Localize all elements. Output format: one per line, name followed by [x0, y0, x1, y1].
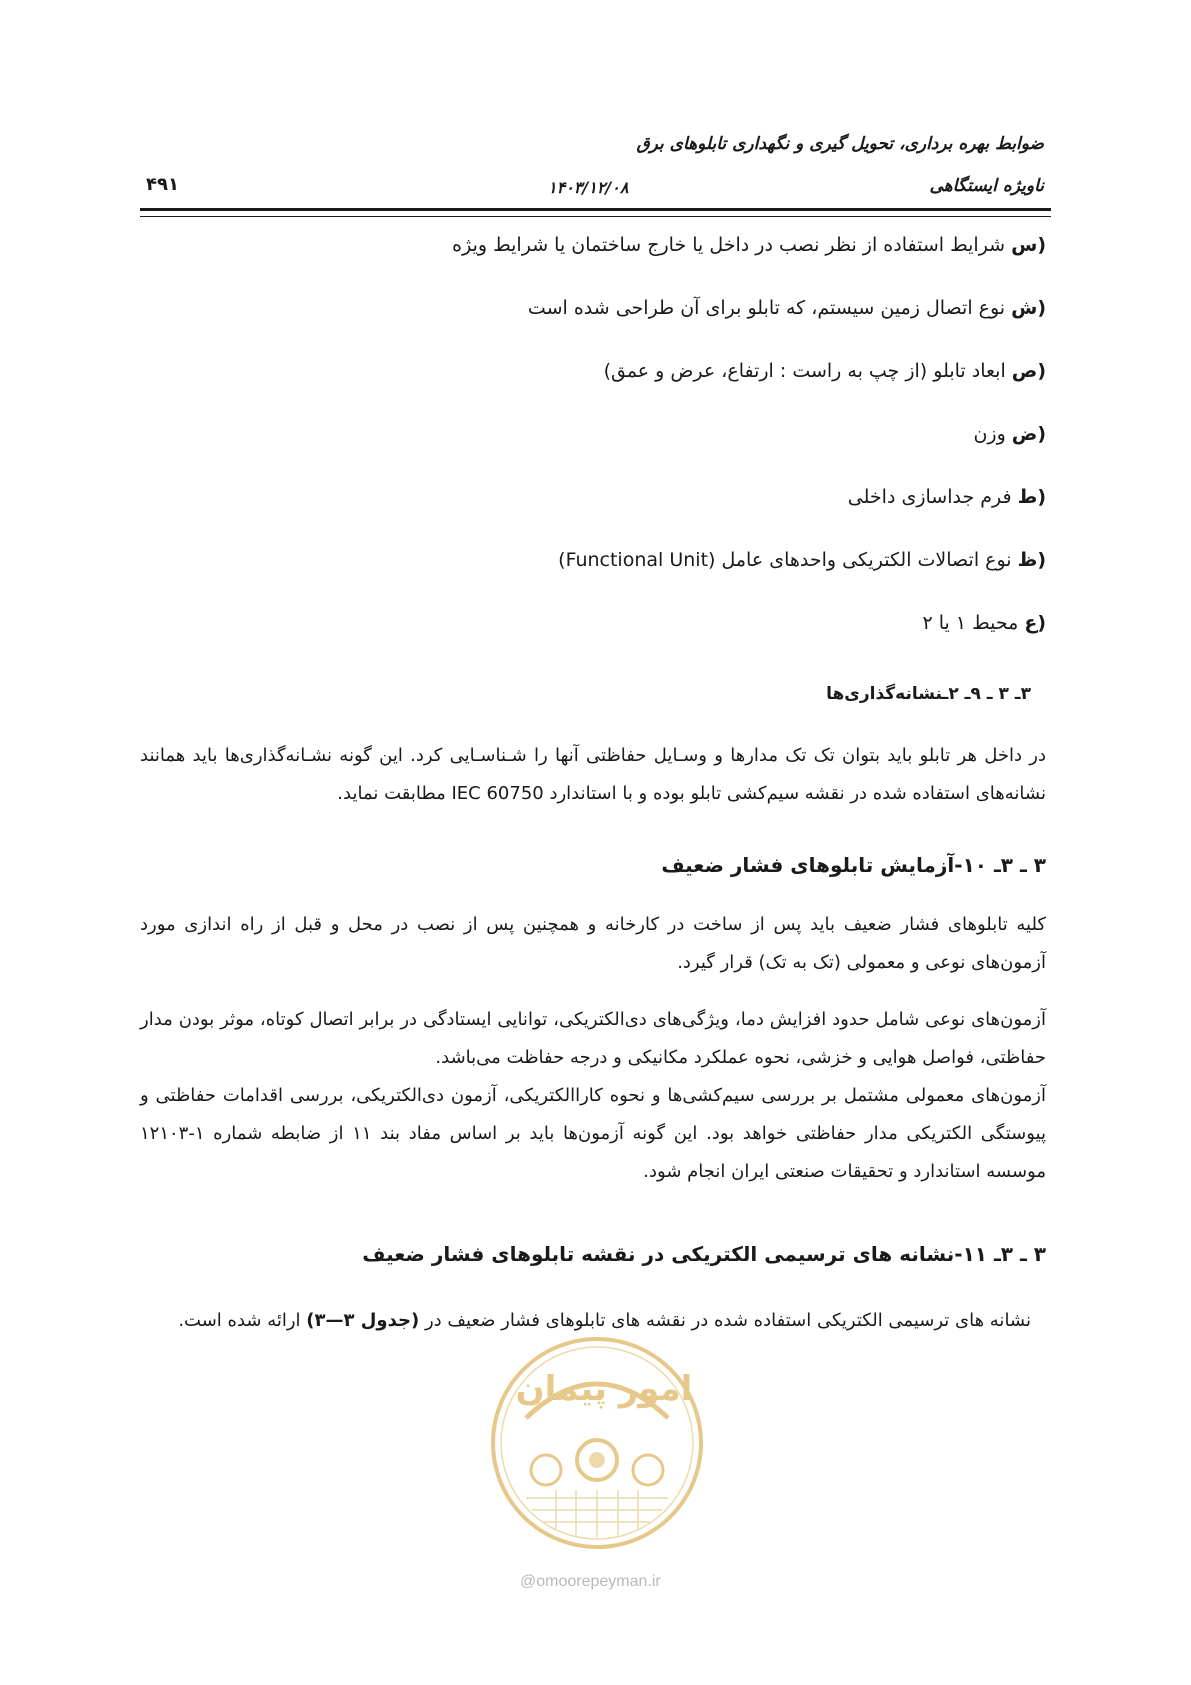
list-item [146, 605, 1046, 668]
list-marker: س) [1011, 234, 1046, 256]
list-marker: ض) [1011, 423, 1046, 445]
list-item [146, 290, 1046, 353]
document-subtitle: ناویژه ایستگاهی [929, 176, 1044, 196]
list-marker: ط) [1017, 486, 1046, 508]
paragraph-symbols: نشانه های ترسیمی الکتریکی استفاده شده در نقشه های تابلوهای فشار ضعیف در (جدول ۳—۳) ارائه شده است. [178, 1310, 1031, 1331]
header-rule-thin [140, 216, 1051, 217]
list-text: نوع اتصالات الکتریکی واحدهای عامل (Functional Unit) [558, 549, 1012, 571]
watermark-site: @omoorepeyman.ir [520, 1573, 661, 1590]
page-number: ۴۹۱ [146, 174, 179, 195]
list-item [146, 416, 1046, 479]
section-heading-symbols: ۳ ـ ۳ـ ۱۱-نشانه های ترسیمی الکتریکی در نقشه تابلوهای فشار ضعیف [362, 1242, 1046, 1266]
paragraph-testing-intro: کلیه تابلوهای فشار ضعیف باید پس از ساخت در کارخانه و همچنین پس از نصب در محل و قبل از راه اندازی مورد آزمون‌های نوعی و معمولی (تک به تک) قرار گیرد. [140, 914, 1046, 973]
list-item [146, 479, 1046, 542]
document-date: ۱۴۰۳/۱۲/۰۸ [548, 178, 629, 197]
document-title: ضوابط بهره برداری، تحویل گیری و نگهداری تابلوهای برق [636, 134, 1044, 154]
list-item [146, 227, 1046, 290]
list-text: ابعاد تابلو (از چپ به راست : ارتفاع، عرض و عمق) [603, 360, 1006, 382]
paragraph-routine-tests: آزمون‌های معمولی مشتمل بر بررسی سیم‌کشی‌ها و نحوه کاراالکتریکی، آزمون دی‌الکتریکی، بررسی اقدامات حفاظتی و پیوستگی الکتریکی مدار حفاظتی خواهد بود. این گونه آزمون‌ها باید بر اساس مفاد بند ۱۱ از ضابطه شماره ۱-۱۲۱۰۳ موسسه استاندارد و تحقیقات صنعتی ایران انجام شود. [140, 1085, 1047, 1182]
header-rule-thick [140, 208, 1051, 211]
list-text: فرم جداسازی داخلی [847, 486, 1012, 508]
table-reference: (جدول ۳—۳) [306, 1310, 420, 1331]
requirements-list [146, 227, 1046, 668]
paragraph-type-tests: آزمون‌های نوعی شامل حدود افزایش دما، ویژگی‌های دی‌الکتریکی، توانایی ایستادگی در برابر اتصال کوتاه، موثر بودن مدار حفاظتی، فواصل هوایی و خزشی، نحوه عملکرد مکانیکی و درجه حفاظت می‌باشد. [140, 1009, 1046, 1068]
section-heading-marking: ۳ـ ۳ ـ ۹ـ ۲ـنشانه‌گذاری‌ها [826, 684, 1031, 704]
list-marker: ص) [1011, 360, 1046, 382]
list-item [146, 353, 1046, 416]
list-text: محیط ۱ یا ۲ [922, 612, 1019, 634]
list-marker: ظ) [1017, 549, 1046, 571]
list-text: شرایط استفاده از نظر نصب در داخل یا خارج ساختمان یا شرایط ویژه [452, 234, 1006, 256]
list-item [146, 542, 1046, 605]
list-text: نوع اتصال زمین سیستم، که تابلو برای آن طراحی شده است [527, 297, 1006, 319]
watermark-logo [486, 1330, 708, 1556]
list-text: وزن [973, 423, 1006, 445]
list-marker: ع) [1024, 612, 1046, 634]
paragraph-marking: در داخل هر تابلو باید بتوان تک تک مدارها و وسـایل حفاظتی آنها را شـناسـایی کرد. این گونه نشـانه‌گذاری‌ها باید همانند نشانه‌های استفاده شده در نقشه سیم‌کشی تابلو بوده و با استاندارد IEC 60750 مطابقت نماید. [140, 745, 1046, 804]
section-heading-testing: ۳ ـ ۳ـ ۱۰-آزمایش تابلوهای فشار ضعیف [661, 853, 1046, 877]
list-marker: ش) [1011, 297, 1046, 319]
watermark-logo-text: امور پیمان [515, 1369, 693, 1409]
